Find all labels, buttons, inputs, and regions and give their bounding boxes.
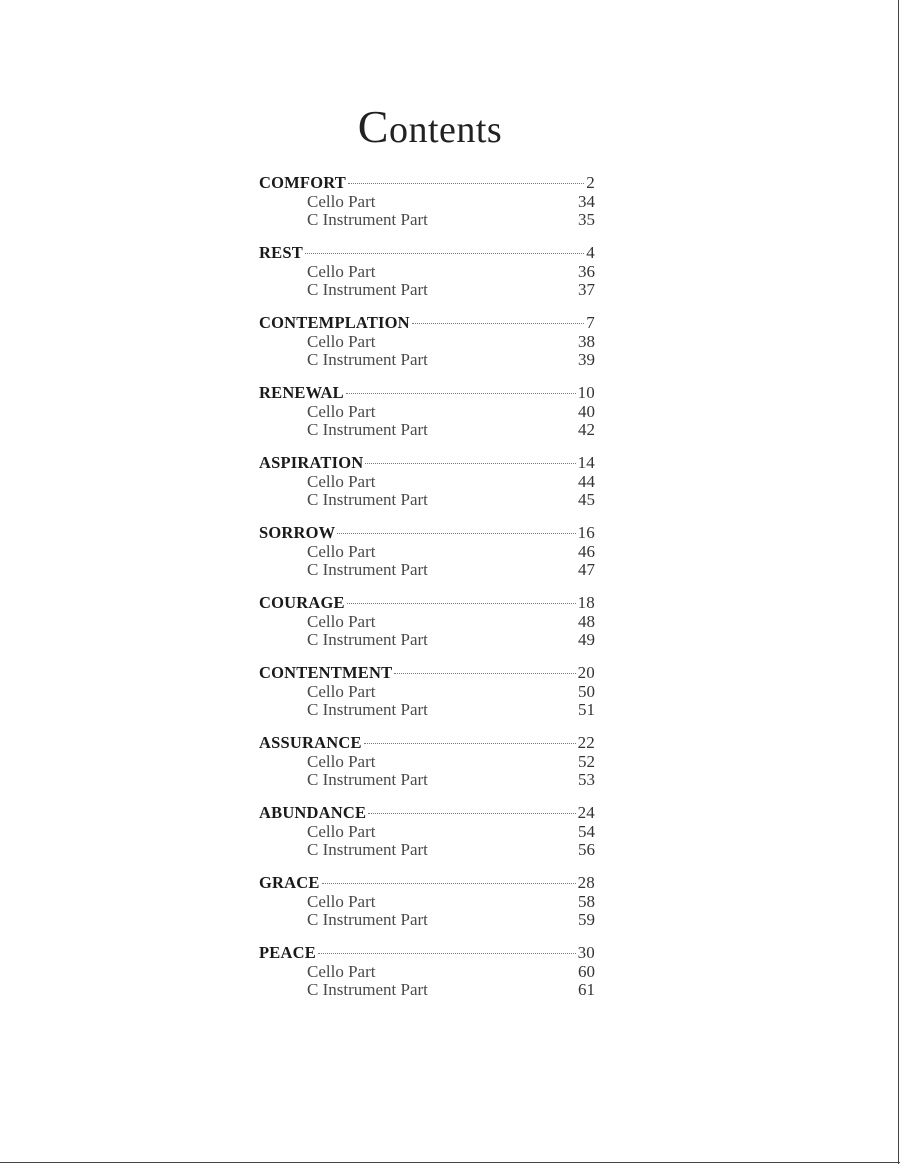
dot-leader: [347, 603, 576, 604]
piece-page-number: 30: [577, 943, 595, 962]
piece-title: RENEWAL: [259, 383, 344, 402]
toc-piece-row[interactable]: [259, 594, 595, 613]
piece-title: PEACE: [259, 943, 316, 962]
part-page-number: 61: [578, 980, 595, 999]
dot-leader: [318, 953, 576, 954]
piece-page-number: 24: [577, 803, 595, 822]
part-page-number: 40: [578, 401, 595, 421]
piece-page-number: 14: [577, 453, 595, 472]
toc-part-row[interactable]: [259, 683, 595, 702]
part-label: C Instrument Part: [307, 630, 428, 649]
piece-title: COURAGE: [259, 593, 345, 612]
part-label: C Instrument Part: [307, 840, 428, 859]
toc-part-row[interactable]: [259, 753, 595, 772]
part-page-number: 48: [578, 611, 595, 631]
toc-part-row[interactable]: [259, 701, 595, 720]
part-page-number: 54: [578, 821, 595, 841]
page-edge-bottom: [0, 1162, 900, 1163]
toc-piece-row[interactable]: [259, 874, 595, 893]
part-label: Cello Part: [307, 681, 376, 701]
toc-entry: [259, 594, 595, 664]
dot-leader: [337, 533, 575, 534]
dot-leader: [346, 393, 576, 394]
part-label: C Instrument Part: [307, 280, 428, 299]
toc-piece-row[interactable]: [259, 664, 595, 683]
part-label: Cello Part: [307, 891, 376, 911]
toc-piece-row[interactable]: [259, 454, 595, 473]
part-page-number: 47: [578, 560, 595, 579]
piece-page-number: 20: [577, 663, 595, 682]
dot-leader: [394, 673, 575, 674]
piece-page-number: 4: [586, 243, 595, 262]
toc-entry: [259, 664, 595, 734]
piece-title: CONTEMPLATION: [259, 313, 410, 332]
toc-piece-row[interactable]: [259, 804, 595, 823]
toc-part-row[interactable]: [259, 911, 595, 930]
toc-piece-row[interactable]: [259, 174, 595, 193]
toc-part-row[interactable]: [259, 981, 595, 1000]
toc-part-row[interactable]: [259, 491, 595, 510]
toc-part-row[interactable]: [259, 333, 595, 352]
part-page-number: 52: [578, 751, 595, 771]
toc-entry: [259, 454, 595, 524]
toc-entry: [259, 734, 595, 804]
toc-entry: [259, 804, 595, 874]
piece-page-number: 22: [577, 733, 595, 752]
dot-leader: [364, 743, 576, 744]
part-page-number: 49: [578, 630, 595, 649]
page-edge-right: [898, 0, 899, 1164]
dot-leader: [368, 813, 575, 814]
piece-title: GRACE: [259, 873, 320, 892]
piece-title: ASSURANCE: [259, 733, 362, 752]
toc-entry: [259, 524, 595, 594]
part-label: Cello Part: [307, 331, 376, 351]
toc-piece-row[interactable]: [259, 944, 595, 963]
dot-leader: [412, 323, 584, 324]
part-page-number: 46: [578, 541, 595, 561]
piece-page-number: 16: [577, 523, 595, 542]
toc-part-row[interactable]: [259, 543, 595, 562]
piece-title: ASPIRATION: [259, 453, 364, 472]
toc-part-row[interactable]: [259, 613, 595, 632]
toc-entry: [259, 384, 595, 454]
toc-entry: [259, 944, 595, 1014]
part-label: C Instrument Part: [307, 210, 428, 229]
part-label: C Instrument Part: [307, 420, 428, 439]
toc-part-row[interactable]: [259, 771, 595, 790]
part-page-number: 37: [578, 280, 595, 299]
part-page-number: 34: [578, 191, 595, 211]
part-label: C Instrument Part: [307, 350, 428, 369]
piece-title: SORROW: [259, 523, 336, 542]
piece-page-number: 10: [577, 383, 595, 402]
part-page-number: 51: [578, 700, 595, 719]
toc-part-row[interactable]: [259, 351, 595, 370]
piece-page-number: 28: [577, 873, 595, 892]
toc-part-row[interactable]: [259, 631, 595, 650]
part-label: Cello Part: [307, 471, 376, 491]
toc-part-row[interactable]: [259, 263, 595, 282]
part-label: C Instrument Part: [307, 700, 428, 719]
part-label: Cello Part: [307, 401, 376, 421]
part-label: C Instrument Part: [307, 490, 428, 509]
part-label: Cello Part: [307, 261, 376, 281]
part-page-number: 59: [578, 910, 595, 929]
piece-page-number: 18: [577, 593, 595, 612]
piece-title: REST: [259, 243, 303, 262]
toc-part-row[interactable]: [259, 561, 595, 580]
dot-leader: [348, 183, 584, 184]
piece-page-number: 7: [586, 313, 595, 332]
part-label: Cello Part: [307, 191, 376, 211]
part-page-number: 36: [578, 261, 595, 281]
toc-piece-row[interactable]: [259, 734, 595, 753]
part-label: C Instrument Part: [307, 560, 428, 579]
part-label: Cello Part: [307, 541, 376, 561]
toc-part-row[interactable]: [259, 281, 595, 300]
part-page-number: 38: [578, 331, 595, 351]
toc-piece-row[interactable]: [259, 524, 595, 543]
toc-part-row[interactable]: [259, 893, 595, 912]
part-label: Cello Part: [307, 821, 376, 841]
toc-part-row[interactable]: [259, 473, 595, 492]
page-title-initial: C: [357, 101, 389, 152]
piece-title: CONTENTMENT: [259, 663, 393, 682]
part-label: Cello Part: [307, 961, 376, 981]
toc-part-row[interactable]: [259, 841, 595, 860]
part-page-number: 42: [578, 420, 595, 439]
toc-piece-row[interactable]: [259, 314, 595, 333]
dot-leader: [365, 463, 575, 464]
piece-title: ABUNDANCE: [259, 803, 367, 822]
part-label: C Instrument Part: [307, 980, 428, 999]
toc-part-row[interactable]: [259, 421, 595, 440]
part-page-number: 35: [578, 210, 595, 229]
dot-leader: [322, 883, 576, 884]
toc-part-row[interactable]: [259, 963, 595, 982]
page-title: [0, 100, 860, 153]
piece-page-number: 2: [586, 173, 595, 192]
part-label: Cello Part: [307, 611, 376, 631]
page-title-rest: ontents: [388, 109, 503, 151]
dot-leader: [305, 253, 584, 254]
part-label: Cello Part: [307, 751, 376, 771]
part-page-number: 60: [578, 961, 595, 981]
part-label: C Instrument Part: [307, 910, 428, 929]
piece-title: COMFORT: [259, 173, 346, 192]
toc-entry: [259, 874, 595, 944]
part-page-number: 58: [578, 891, 595, 911]
toc-part-row[interactable]: [259, 211, 595, 230]
part-label: C Instrument Part: [307, 770, 428, 789]
toc-part-row[interactable]: [259, 823, 595, 842]
toc-piece-row[interactable]: [259, 384, 595, 403]
table-of-contents: [259, 174, 595, 1014]
toc-entry: [259, 314, 595, 384]
toc-part-row[interactable]: [259, 193, 595, 212]
toc-entry: [259, 244, 595, 314]
part-page-number: 39: [578, 350, 595, 369]
part-page-number: 53: [578, 770, 595, 789]
toc-part-row[interactable]: [259, 403, 595, 422]
part-page-number: 45: [578, 490, 595, 509]
part-page-number: 44: [578, 471, 595, 491]
part-page-number: 56: [578, 840, 595, 859]
part-page-number: 50: [578, 681, 595, 701]
toc-entry: [259, 174, 595, 244]
toc-piece-row[interactable]: [259, 244, 595, 263]
